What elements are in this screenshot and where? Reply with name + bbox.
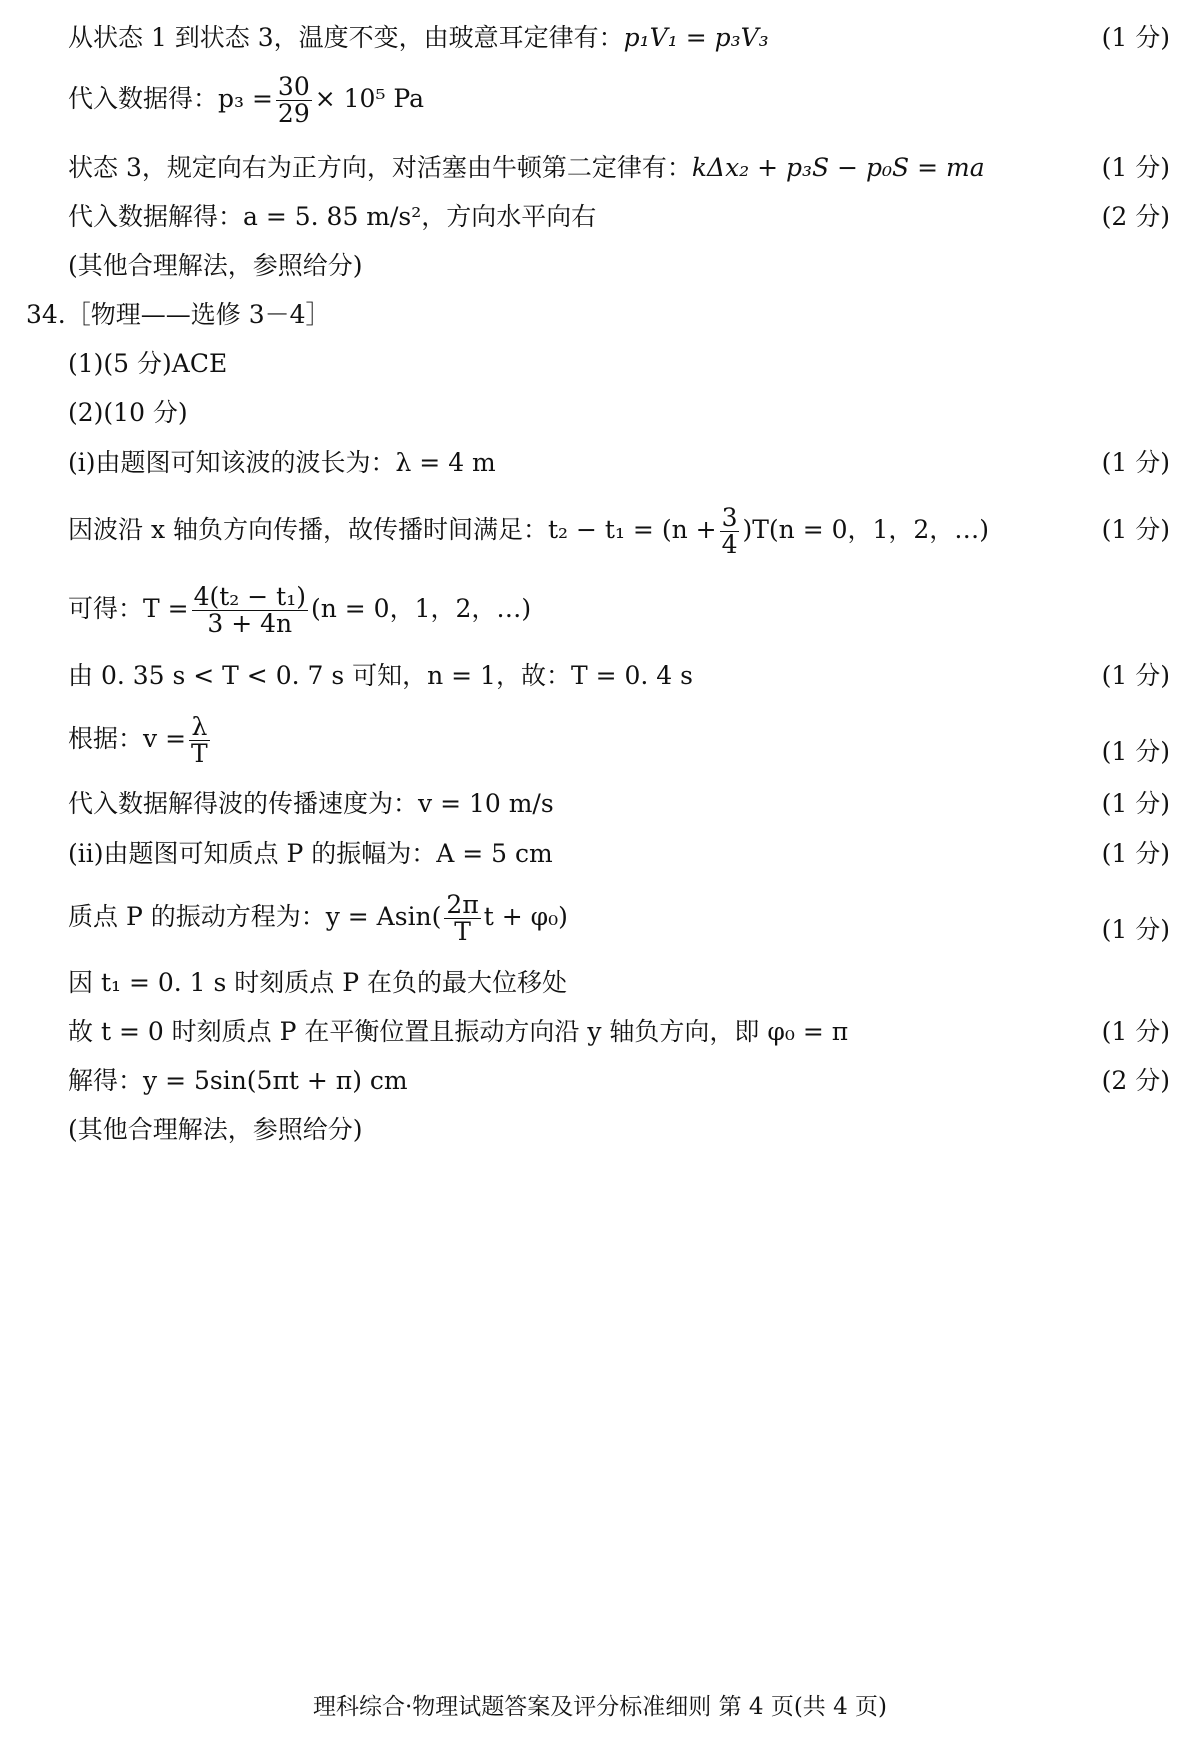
answer-line: [68, 1063, 1170, 1099]
fraction: [276, 71, 312, 128]
line-text-after: t + φ₀): [483, 902, 568, 931]
answer-line: [68, 1112, 1170, 1148]
fraction: [720, 502, 740, 559]
line-text: 因波沿 x 轴负方向传播，故传播时间满足：t₂ − t₁ = (n +: [68, 515, 717, 544]
line-text: 质点 P 的振动方程为：y = Asin(: [68, 902, 442, 931]
answer-line: [68, 836, 1170, 872]
score-points: (1 分): [1101, 1017, 1170, 1046]
answer-line: [68, 68, 1170, 130]
score-points: (1 分): [1101, 915, 1170, 944]
answer-line: [68, 499, 1170, 561]
fraction-denominator: 3 + 4n: [207, 609, 293, 638]
fraction-denominator: 29: [277, 99, 310, 128]
answer-line: [68, 1014, 1170, 1050]
line-text: 代入数据解得：a = 5. 85 m/s²，方向水平向右: [68, 202, 597, 231]
fraction-denominator: T: [191, 739, 208, 768]
answer-line: [68, 708, 1170, 770]
line-text: 根据：v =: [68, 724, 187, 753]
answer-line: [68, 346, 1170, 382]
fraction-numerator: 30: [277, 71, 310, 101]
answer-line: [68, 965, 1170, 1001]
answer-line: [68, 445, 1170, 481]
score-points: (1 分): [1101, 153, 1170, 182]
answer-line: [68, 248, 1170, 284]
score-points: (2 分): [1101, 202, 1170, 231]
line-formula: kΔx₂ + p₃S − p₀S = ma: [691, 153, 985, 182]
answer-line: [68, 199, 1170, 235]
line-text: 代入数据解得波的传播速度为：v = 10 m/s: [68, 789, 554, 818]
answer-line: [68, 395, 1170, 431]
line-text: 解得：y = 5sin(5πt + π) cm: [68, 1066, 408, 1095]
answer-line: [68, 20, 1170, 56]
score-points: (1 分): [1101, 839, 1170, 868]
answer-line: [68, 150, 1170, 186]
score-points: (1 分): [1101, 448, 1170, 477]
fraction-numerator: λ: [189, 714, 210, 741]
fraction-numerator: 3: [721, 502, 738, 532]
answer-line: [68, 786, 1170, 822]
line-text: (ⅰ)由题图可知该波的波长为：λ = 4 m: [68, 448, 496, 477]
line-text: (ⅱ)由题图可知质点 P 的振幅为：A = 5 cm: [68, 839, 553, 868]
line-text: (2)(10 分): [68, 398, 188, 427]
line-formula: p₁V₁ = p₃V₃: [623, 23, 769, 52]
answer-line: [68, 658, 1170, 694]
score-points: (1 分): [1101, 23, 1170, 52]
page-footer: 理科综合·物理试题答案及评分标准细则 第 4 页(共 4 页): [312, 1694, 888, 1720]
line-text-after: × 10⁵ Pa: [314, 84, 425, 113]
fraction: [189, 711, 210, 768]
score-points: (1 分): [1101, 789, 1170, 818]
score-points: (1 分): [1101, 515, 1170, 544]
line-text: 从状态 1 到状态 3，温度不变，由玻意耳定律有：: [68, 23, 624, 52]
line-text: 34.［物理——选修 3－4］: [26, 300, 331, 329]
line-text: (其他合理解法，参照给分): [68, 251, 363, 280]
fraction-denominator: 4: [721, 530, 738, 559]
line-text-after: (n = 0，1，2，…): [310, 594, 532, 623]
fraction-numerator: 2π: [446, 889, 479, 919]
line-text-after: )T(n = 0，1，2，…): [742, 515, 990, 544]
line-text: 可得：T =: [68, 594, 189, 623]
line-text: (其他合理解法，参照给分): [68, 1115, 363, 1144]
score-points: (2 分): [1101, 1066, 1170, 1095]
line-text: 代入数据得：p₃ =: [68, 84, 273, 113]
fraction: [444, 889, 480, 946]
score-points: (1 分): [1101, 661, 1170, 690]
fraction-numerator: 4(t₂ − t₁): [193, 581, 306, 611]
answer-line: [68, 578, 1170, 640]
line-text: 因 t₁ = 0. 1 s 时刻质点 P 在负的最大位移处: [68, 968, 568, 997]
question-heading: [26, 297, 1170, 333]
fraction-denominator: T: [454, 917, 471, 946]
line-text: 由 0. 35 s < T < 0. 7 s 可知，n = 1，故：T = 0. 4 s: [68, 661, 693, 690]
line-text: 状态 3，规定向右为正方向，对活塞由牛顿第二定律有：: [68, 153, 692, 182]
score-points: (1 分): [1101, 737, 1170, 766]
line-text: (1)(5 分)ACE: [68, 349, 228, 378]
fraction: [192, 581, 308, 638]
line-text: 故 t = 0 时刻质点 P 在平衡位置且振动方向沿 y 轴负方向，即 φ₀ = π: [68, 1017, 849, 1046]
answer-line: [68, 886, 1170, 948]
